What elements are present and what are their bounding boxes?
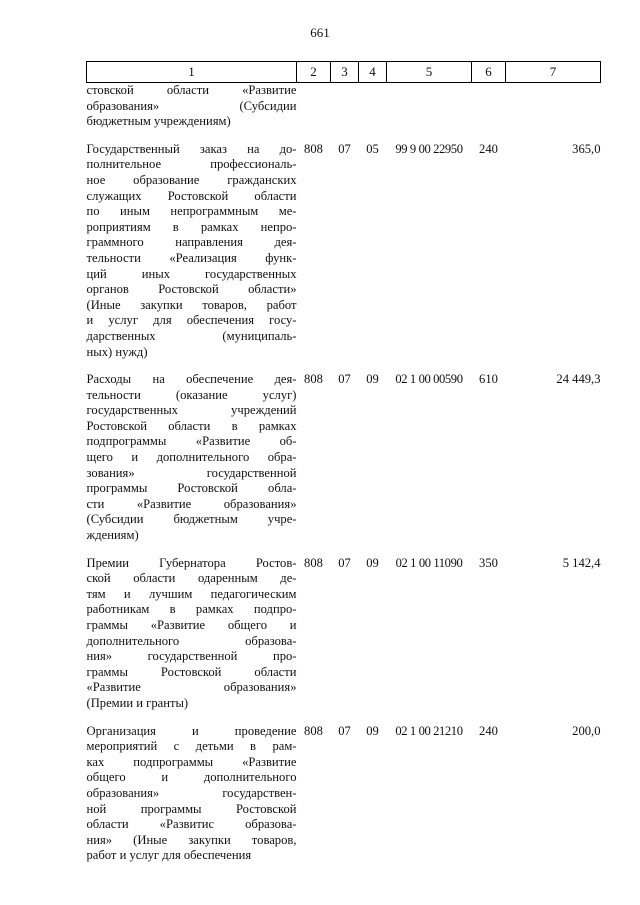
description-line: программы Ростовской обла- (86, 481, 297, 496)
expense-description (87, 544, 297, 712)
description-line: тельности «Реализация функ- (86, 250, 297, 265)
amount-value: 5 142,4 (562, 555, 601, 570)
description-line: Премии Губернатора Ростов- (86, 555, 297, 570)
description-line: тельности (оказание услуг) (86, 387, 297, 402)
description-line: служащих Ростовской области (86, 188, 297, 203)
expense-type-code: 240 (479, 723, 498, 738)
column-header-3: 3 (331, 62, 359, 83)
description-line: ждениям) (86, 528, 139, 543)
target-article-code: 02 1 00 11090 (395, 555, 463, 570)
section-code: 07 (338, 372, 351, 387)
description-line: (Субсидии бюджетным учре- (86, 512, 297, 527)
target-article-code: 02 1 00 21210 (395, 723, 463, 738)
page-number: 661 (310, 25, 330, 40)
expense-type-code: 240 (479, 141, 498, 156)
subsection-code: 09 (366, 723, 379, 738)
description-line: органов Ростовской области» (86, 282, 297, 297)
description-line: (Иные закупки товаров, работ (86, 297, 297, 312)
ministry-code (297, 83, 331, 130)
ministry-code: 808 (304, 723, 323, 738)
description-line: граммы Ростовской области (86, 664, 297, 679)
table-body (87, 83, 601, 864)
description-line: по иным непрограммным ме- (86, 204, 297, 219)
description-line: роприятиям в рамках непро- (86, 219, 297, 234)
description-line: тям и лучшим педагогическим (86, 586, 297, 601)
description-line: ния» государственной про- (86, 649, 297, 664)
description-line: ное образование гражданских (86, 172, 297, 187)
description-line: ках подпрограммы «Развитие (86, 754, 297, 769)
column-header-6: 6 (472, 62, 506, 83)
expense-description (87, 83, 297, 130)
description-line: дополнительного образова- (86, 633, 297, 648)
expense-type-code: 350 (479, 555, 498, 570)
target-article-code: 99 9 00 22950 (395, 141, 463, 156)
expense-description (87, 360, 297, 544)
target-article-code (387, 83, 472, 130)
description-line: Расходы на обеспечение дея- (86, 372, 297, 387)
description-line: зования» государственной (86, 465, 297, 480)
subsection-code (359, 83, 387, 130)
column-header-5: 5 (387, 62, 472, 83)
description-line: граммы «Развитие общего и (86, 618, 297, 632)
description-line: мероприятий с детьми в рам- (86, 739, 297, 754)
description-line: и услуг для обеспечения госу- (86, 313, 297, 328)
expense-description (87, 712, 297, 864)
description-line: Организация и проведение (86, 723, 297, 738)
ministry-code: 808 (304, 372, 323, 387)
description-line: общего и дополнительного (86, 770, 297, 785)
expense-type-code: 610 (479, 372, 498, 387)
description-line: сти «Развитие образования» (86, 496, 297, 511)
column-header-1: 1 (87, 62, 297, 83)
description-line: полнительное профессиональ- (86, 157, 297, 172)
table-header-row (87, 62, 601, 83)
amount-value: 200,0 (572, 723, 601, 738)
amount-value: 365,0 (572, 141, 601, 156)
column-header-7: 7 (506, 62, 601, 83)
description-line: граммного направления дея- (86, 235, 297, 250)
description-line: образования» государствен- (86, 785, 297, 800)
target-article-code: 02 1 00 00590 (395, 372, 463, 387)
description-line: (Премии и гранты) (86, 695, 189, 710)
description-line: ской области одаренным де- (86, 571, 297, 586)
section-code: 07 (338, 141, 351, 156)
description-line: ния» (Иные закупки товаров, (86, 832, 297, 847)
table-row (87, 544, 601, 712)
budget-table (86, 61, 601, 864)
description-line: дарственных (муниципаль- (86, 328, 297, 343)
description-line: ных) нужд) (86, 344, 148, 359)
description-line: ций иных государственных (86, 266, 297, 281)
description-line: государственных учреждений (86, 403, 297, 418)
subsection-code: 09 (366, 372, 379, 387)
description-line: Государственный заказ на до- (86, 141, 297, 156)
ministry-code: 808 (304, 555, 323, 570)
section-code (331, 83, 359, 130)
expense-type-code (472, 83, 506, 130)
section-code: 07 (338, 555, 351, 570)
table-row (87, 712, 601, 864)
table-row (87, 83, 601, 130)
description-line: бюджетным учреждениям) (86, 114, 231, 129)
description-line: работникам в рамках подпро- (86, 602, 297, 617)
ministry-code: 808 (304, 141, 323, 156)
table-row (87, 360, 601, 544)
section-code: 07 (338, 723, 351, 738)
column-header-2: 2 (297, 62, 331, 83)
description-line: образования» (Субсидии (86, 98, 297, 113)
description-line: ной программы Ростовской (86, 801, 297, 816)
description-line: «Развитие образования» (86, 680, 297, 695)
amount-value: 24 449,3 (556, 372, 601, 387)
table-row (87, 130, 601, 360)
subsection-code: 09 (366, 555, 379, 570)
subsection-code: 05 (366, 141, 379, 156)
expense-description (87, 130, 297, 360)
description-line: стовской области «Развитие (86, 83, 297, 97)
amount-value (506, 83, 601, 130)
description-line: подпрограммы «Развитие об- (86, 434, 297, 449)
description-line: Ростовской области в рамках (86, 418, 297, 433)
column-header-4: 4 (359, 62, 387, 83)
description-line: щего и дополнительного обра- (86, 450, 297, 465)
description-line: работ и услуг для обеспечения (86, 848, 252, 863)
description-line: области «Развитис образова- (86, 817, 297, 832)
